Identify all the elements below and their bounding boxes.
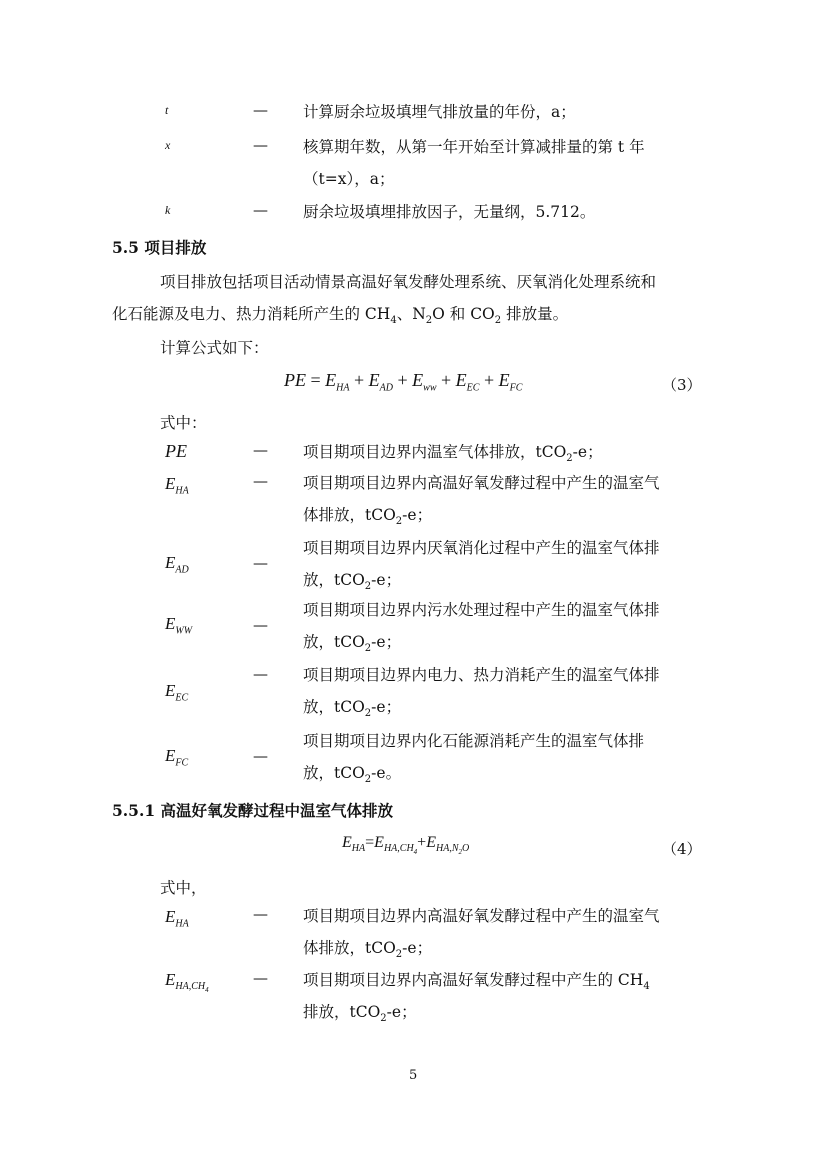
definition-e-ha-2-line2: 体排放，tCO$_2$-e； bbox=[303, 939, 433, 961]
symbol-pe: PE bbox=[165, 441, 187, 461]
equation-3: PE = $E_{HA} + E_{AD} + E_{ww} + E_{EC} + E_{FC}$ bbox=[284, 370, 523, 394]
equation-4: $E_{HA}=E_{HA,CH_4}+E_{HA,N_2O}$ bbox=[342, 834, 470, 857]
dash: — bbox=[253, 441, 268, 459]
dash: — bbox=[253, 747, 268, 765]
definition-x-cont: （t=x），a； bbox=[303, 170, 395, 188]
dash: — bbox=[253, 136, 268, 154]
dash: — bbox=[253, 665, 268, 683]
definition-e-fc-line2: 放，tCO$_2$-e。 bbox=[303, 764, 402, 786]
symbol-e-fc: $E_{FC}$ bbox=[165, 746, 189, 769]
dash: — bbox=[253, 905, 268, 923]
definition-k: 厨余垃圾填埋排放因子，无量纲，5.712。 bbox=[303, 203, 596, 221]
definition-e-ha-2-line1: 项目期项目边界内高温好氧发酵过程中产生的温室气 bbox=[303, 907, 660, 925]
dash: — bbox=[253, 554, 268, 572]
definition-e-ha-ch4-line1: 项目期项目边界内高温好氧发酵过程中产生的 $CH_4$ bbox=[303, 971, 650, 993]
definition-e-ec-line1: 项目期项目边界内电力、热力消耗产生的温室气体排 bbox=[303, 666, 660, 684]
dash: — bbox=[253, 616, 268, 634]
where-label-2: 式中， bbox=[160, 879, 207, 897]
definition-e-ww-line2: 放，tCO$_2$-e； bbox=[303, 633, 402, 655]
definition-t: 计算厨余垃圾填埋气排放量的年份，a； bbox=[303, 103, 576, 121]
definition-e-ha-line1: 项目期项目边界内高温好氧发酵过程中产生的温室气 bbox=[303, 474, 660, 492]
page-number: 5 bbox=[409, 1068, 418, 1083]
symbol-k: k bbox=[165, 203, 171, 217]
symbol-e-ww: $E_{WW}$ bbox=[165, 614, 193, 637]
definition-e-ad-line2: 放，tCO$_2$-e； bbox=[303, 571, 402, 593]
definition-e-ww-line1: 项目期项目边界内污水处理过程中产生的温室气体排 bbox=[303, 601, 660, 619]
definition-e-ec-line2: 放，tCO$_2$-e； bbox=[303, 698, 402, 720]
symbol-x: x bbox=[165, 138, 171, 152]
definition-e-ha-line2: 体排放，tCO$_2$-e； bbox=[303, 506, 433, 528]
equation-number-4: （4） bbox=[662, 840, 702, 858]
symbol-e-ec: $E_{EC}$ bbox=[165, 681, 189, 704]
section-heading-5-5: 5.5 项目排放 bbox=[112, 238, 207, 257]
definition-pe: 项目期项目边界内温室气体排放，tCO$_2$-e； bbox=[303, 443, 603, 465]
dash: — bbox=[253, 969, 268, 987]
section-heading-5-5-1: 5.5.1 高温好氧发酵过程中温室气体排放 bbox=[112, 801, 394, 820]
symbol-e-ha-2: $E_{HA}$ bbox=[165, 907, 189, 930]
symbol-e-ad: $E_{AD}$ bbox=[165, 553, 189, 576]
formula-intro: 计算公式如下： bbox=[160, 339, 269, 357]
symbol-t: t bbox=[165, 103, 169, 117]
symbol-e-ha: $E_{HA}$ bbox=[165, 474, 189, 497]
dash: — bbox=[253, 472, 268, 490]
definition-x: 核算期年数，从第一年开始至计算减排量的第 t 年 bbox=[303, 138, 645, 156]
equation-number-3: （3） bbox=[662, 376, 702, 394]
dash: — bbox=[253, 101, 268, 119]
definition-e-ha-ch4-line2: 排放，tCO$_2$-e； bbox=[303, 1003, 417, 1025]
where-label: 式中： bbox=[160, 414, 207, 432]
symbol-e-ha-ch4: $E_{HA,CH_4}$ bbox=[165, 970, 209, 995]
definition-e-fc-line1: 项目期项目边界内化石能源消耗产生的温室气体排 bbox=[303, 732, 645, 750]
dash: — bbox=[253, 201, 268, 219]
paragraph-line-2: 化石能源及电力、热力消耗所产生的 $CH_4$、$N_2O$ 和 $CO_2$ 排放量。 bbox=[112, 305, 569, 327]
definition-e-ad-line1: 项目期项目边界内厌氧消化过程中产生的温室气体排 bbox=[303, 539, 660, 557]
paragraph-line-1: 项目排放包括项目活动情景高温好氧发酵处理系统、厌氧消化处理系统和 bbox=[160, 273, 657, 291]
